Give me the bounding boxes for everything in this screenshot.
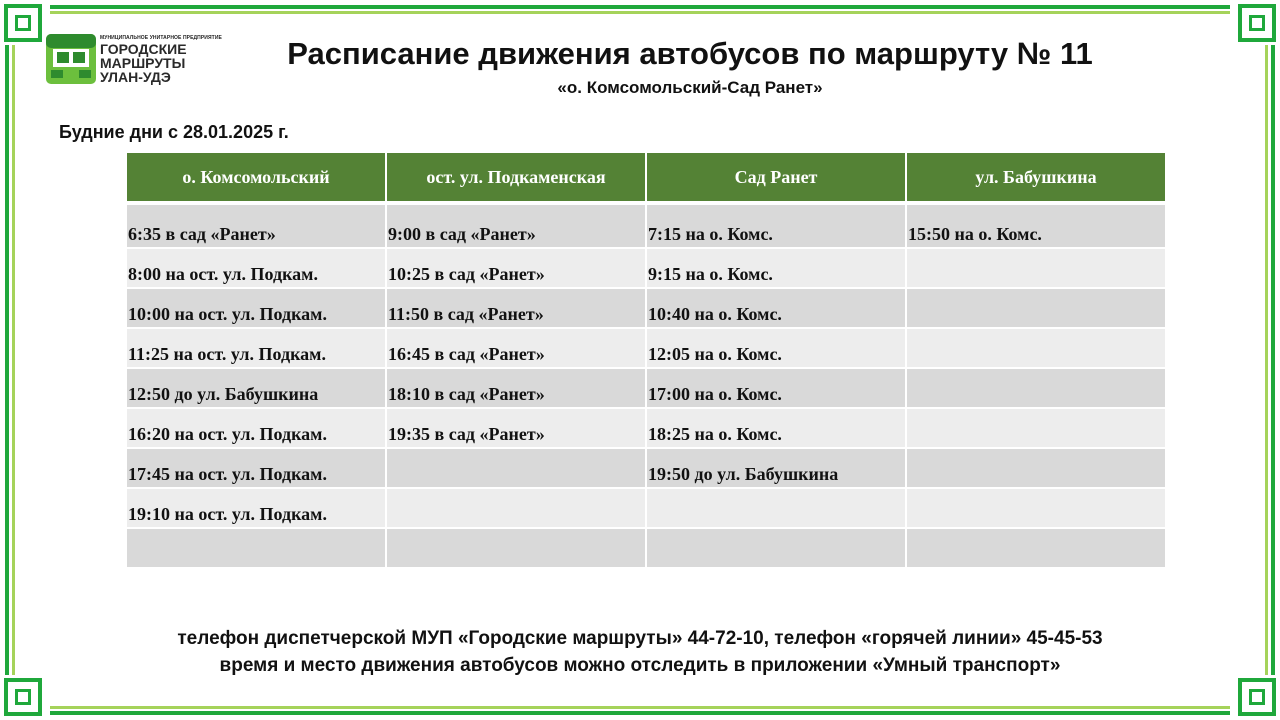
- page-title: Расписание движения автобусов по маршруту № 11: [287, 36, 1093, 71]
- table-cell: 12:05 на о. Комс.: [647, 329, 905, 369]
- table-cell: 11:50 в сад «Ранет»: [387, 289, 645, 329]
- table-cell: 9:15 на о. Комс.: [647, 249, 905, 289]
- table-row: [127, 369, 1165, 409]
- table-row: [127, 529, 1165, 569]
- route-subtitle: «о. Комсомольский-Сад Ранет»: [557, 78, 823, 97]
- frame-bottom-line: [50, 711, 1230, 715]
- frame-corner-top-left: [4, 4, 42, 42]
- frame-left-line-inner: [12, 45, 15, 675]
- logo-line-1: ГОРОДСКИЕ: [100, 41, 187, 57]
- table-cell: 19:35 в сад «Ранет»: [387, 409, 645, 449]
- column-header-babushkina: ул. Бабушкина: [907, 153, 1165, 205]
- table-cell: [907, 489, 1165, 529]
- footer-phone-line: телефон диспетчерской МУП «Городские маршруты» 44-72-10, телефон «горячей линии» 45-45-53: [177, 628, 1103, 649]
- table-cell: 10:25 в сад «Ранет»: [387, 249, 645, 289]
- table-row: [127, 409, 1165, 449]
- table-cell: 10:00 на ост. ул. Подкам.: [127, 289, 385, 329]
- table-row: [127, 489, 1165, 529]
- table-cell: [907, 449, 1165, 489]
- frame-top-line-inner: [50, 11, 1230, 14]
- logo-line-2: МАРШРУТЫ: [100, 55, 186, 71]
- frame-top-line: [50, 5, 1230, 9]
- table-cell: [387, 489, 645, 529]
- table-header-row: [127, 153, 1165, 205]
- footer-app-line: время и место движения автобусов можно отследить в приложении «Умный транспорт»: [219, 655, 1061, 676]
- table-cell: 16:20 на ост. ул. Подкам.: [127, 409, 385, 449]
- column-header-komsomolsky: о. Комсомольский: [127, 153, 385, 205]
- frame-bottom-line-inner: [50, 706, 1230, 709]
- table-cell: 15:50 на о. Комс.: [907, 205, 1165, 249]
- table-cell: 11:25 на ост. ул. Подкам.: [127, 329, 385, 369]
- table-cell: 19:10 на ост. ул. Подкам.: [127, 489, 385, 529]
- table-cell: [907, 329, 1165, 369]
- table-cell: 12:50 до ул. Бабушкина: [127, 369, 385, 409]
- logo-line-3: УЛАН-УДЭ: [100, 69, 171, 85]
- schedule-period-label: Будние дни с 28.01.2025 г.: [59, 122, 289, 142]
- table-cell: 17:45 на ост. ул. Подкам.: [127, 449, 385, 489]
- frame-right-line: [1271, 45, 1275, 675]
- table-row: [127, 205, 1165, 249]
- table-cell: 6:35 в сад «Ранет»: [127, 205, 385, 249]
- frame-corner-bottom-left: [4, 678, 42, 716]
- table-row: [127, 249, 1165, 289]
- table-cell: 17:00 на о. Комс.: [647, 369, 905, 409]
- table-cell: [907, 409, 1165, 449]
- frame-left-line: [5, 45, 9, 675]
- table-cell: 18:25 на о. Комс.: [647, 409, 905, 449]
- schedule-table: [125, 153, 1167, 569]
- table-cell: [647, 489, 905, 529]
- table-cell: 10:40 на о. Комс.: [647, 289, 905, 329]
- column-header-sad-ranet: Сад Ранет: [647, 153, 905, 205]
- table-cell: 8:00 на ост. ул. Подкам.: [127, 249, 385, 289]
- table-cell: [647, 529, 905, 569]
- table-cell: [907, 249, 1165, 289]
- table-cell: 7:15 на о. Комс.: [647, 205, 905, 249]
- table-cell: 18:10 в сад «Ранет»: [387, 369, 645, 409]
- table-cell: [907, 529, 1165, 569]
- table-cell: [387, 529, 645, 569]
- table-row: [127, 289, 1165, 329]
- table-cell: 16:45 в сад «Ранет»: [387, 329, 645, 369]
- frame-corner-top-right: [1238, 4, 1276, 42]
- frame-corner-bottom-right: [1238, 678, 1276, 716]
- table-cell: [387, 449, 645, 489]
- frame-right-line-inner: [1265, 45, 1268, 675]
- table-row: [127, 449, 1165, 489]
- table-cell: [907, 369, 1165, 409]
- logo-small-text: МУНИЦИПАЛЬНОЕ УНИТАРНОЕ ПРЕДПРИЯТИЕ: [100, 35, 222, 41]
- table-cell: [907, 289, 1165, 329]
- table-row: [127, 329, 1165, 369]
- table-cell: [127, 529, 385, 569]
- table-cell: 9:00 в сад «Ранет»: [387, 205, 645, 249]
- bus-logo-icon: [46, 34, 96, 84]
- table-cell: 19:50 до ул. Бабушкина: [647, 449, 905, 489]
- column-header-podkamenskaya: ост. ул. Подкаменская: [387, 153, 645, 205]
